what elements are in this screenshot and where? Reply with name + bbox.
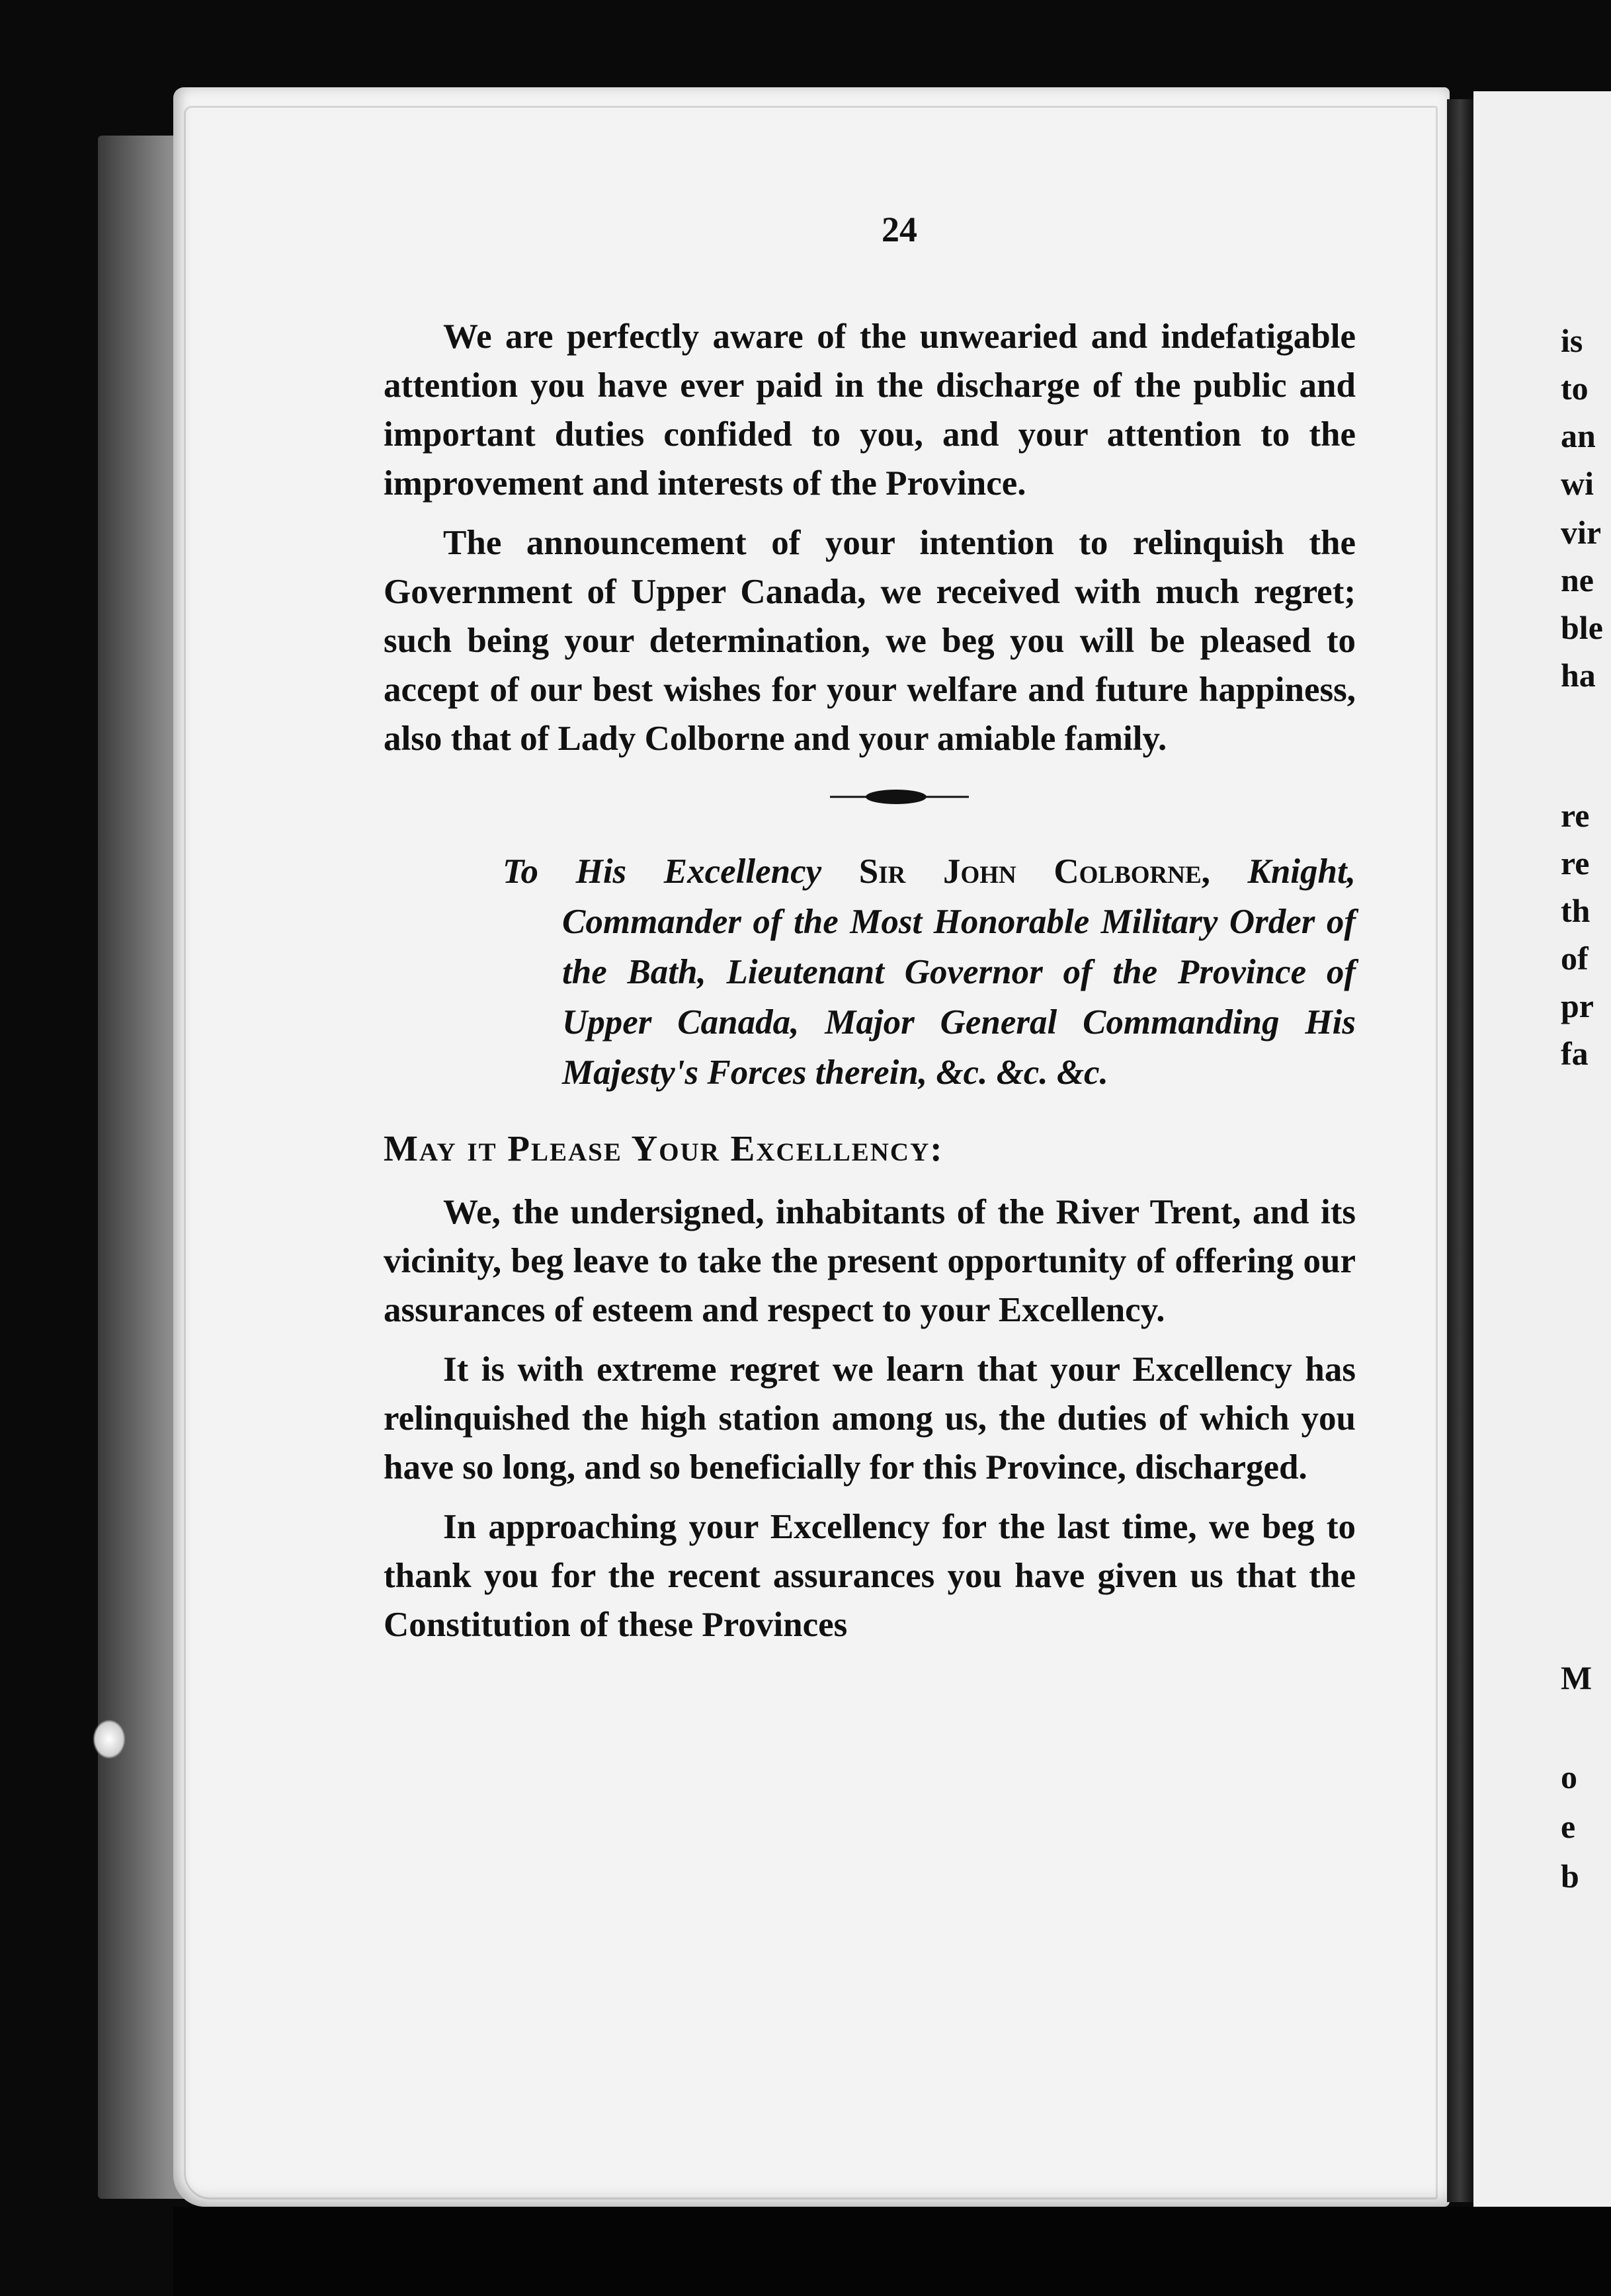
paragraph: In approaching your Excellency for the last time, we beg to thank you for the recent assurances you have given us that the Constitution of these Provinces — [384, 1508, 1356, 1644]
paper-stain — [93, 1719, 126, 1759]
next-page-fragment: th — [1561, 892, 1590, 929]
next-page-fragment: is — [1561, 322, 1583, 359]
next-page-fragment: re — [1561, 797, 1590, 834]
next-page-fragment: re — [1561, 844, 1590, 882]
next-page-fragment: b — [1561, 1858, 1579, 1895]
paragraph: We, the undersigned, inhabitants of the River Trent, and its vicinity, beg leave to take the present opportunity of offering our assurances of esteem and respect to your Excellency. — [384, 1193, 1356, 1329]
address-prefix: To His Excellency — [503, 852, 822, 891]
address-titles: Knight, Commander of the Most Honorable Military Order of the Bath, Lieutenant Governor of the Province of Upper Canada, Major General Commanding His Majesty's Forces therein, &c. &c. &c. — [562, 852, 1356, 1092]
next-page-fragment: vir — [1561, 514, 1602, 551]
page-content — [384, 212, 1356, 1660]
next-page-fragment: fa — [1561, 1035, 1589, 1072]
address-block — [443, 846, 1356, 1098]
next-page-fragment: ble — [1561, 609, 1603, 646]
paragraph: We are perfectly aware of the unwearied and indefatigable attention you have ever paid in the discharge of the public and important duties confided to you, and your attention to the improvement and interests of the Province. — [384, 317, 1356, 503]
paragraph: It is with extreme regret we learn that your Excellency has relinquished the high station among us, the duties of which you have so long, and so beneficially for this Province, discharged. — [384, 1350, 1356, 1487]
book-gutter — [1447, 99, 1473, 2202]
next-page-fragment: of — [1561, 940, 1589, 977]
salutation: May it Please Your Excellency: — [384, 1128, 944, 1168]
next-page-fragment: an — [1561, 417, 1596, 454]
background-edge — [173, 2207, 1611, 2296]
next-page-fragment: o — [1561, 1758, 1577, 1795]
next-page-fragment: M — [1561, 1659, 1592, 1696]
page-number: 24 — [882, 210, 917, 249]
divider-ornament — [830, 787, 969, 807]
next-page-fragment: ne — [1561, 561, 1594, 598]
next-page-fragment: wi — [1561, 465, 1594, 502]
addressee-name: Sir John Colborne, — [858, 852, 1210, 891]
ornamental-divider — [830, 787, 969, 807]
next-page-fragment: e — [1561, 1808, 1576, 1845]
next-page-fragment: to — [1561, 370, 1589, 407]
paragraph: The announcement of your intention to relinquish the Government of Upper Canada, we received with much regret; such being your determination, we beg you will be pleased to accept of our best wishes for your welfare and future happiness, also that of Lady Colborne and your amiable family. — [384, 524, 1356, 758]
next-page-fragment: ha — [1561, 657, 1596, 694]
next-page-edge — [1473, 91, 1611, 2207]
next-page-fragment: pr — [1561, 987, 1594, 1024]
